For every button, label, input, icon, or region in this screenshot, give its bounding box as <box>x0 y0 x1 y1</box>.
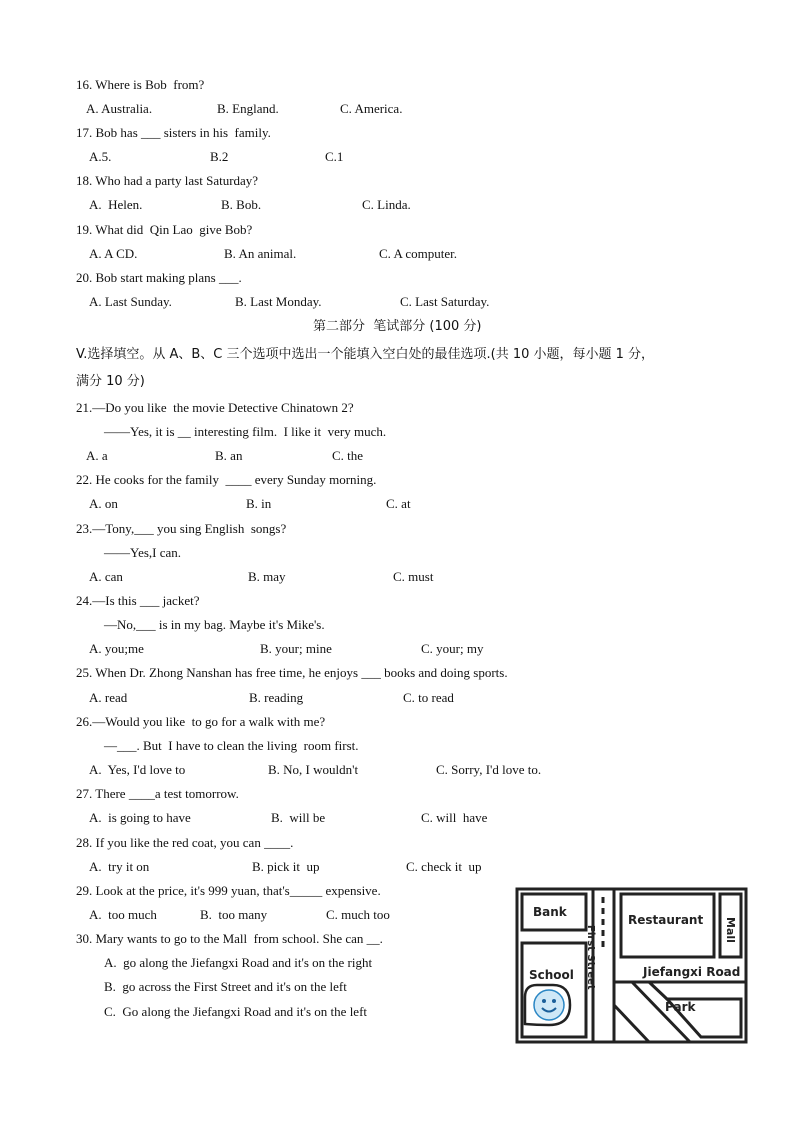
q26-option-b: B. No, I wouldn't <box>268 762 359 777</box>
q23-stem-reply: ——Yes,I can. <box>104 545 182 560</box>
q28-stem: 28. If you like the red coat, you can ____. <box>76 835 294 850</box>
q17-option-b: B.2 <box>210 149 229 164</box>
q16-option-a: A. Australia. <box>86 101 153 116</box>
map-label-jiefangxi-road: Jiefangxi Road <box>643 965 741 979</box>
q28-option-b: B. pick it up <box>252 859 320 874</box>
map-label-first-street: First Street <box>585 925 596 990</box>
q25-stem: 25. When Dr. Zhong Nanshan has free time, he enjoys ___ books and doing sports. <box>76 665 508 680</box>
q26-option-a: A. Yes, I'd love to <box>89 762 186 777</box>
map-label-restaurant: Restaurant <box>628 913 704 927</box>
q23-option-c: C. must <box>393 569 434 584</box>
q18-option-c: C. Linda. <box>362 197 411 212</box>
q24-option-b: B. your; mine <box>260 641 332 656</box>
q18-option-a: A. Helen. <box>89 197 143 212</box>
q27-option-b: B. will be <box>271 810 326 825</box>
q24-option-c: C. your; my <box>421 641 484 656</box>
q29-option-b: B. too many <box>200 907 268 922</box>
q25-option-b: B. reading <box>249 690 304 705</box>
q18-stem: 18. Who had a party last Saturday? <box>76 173 259 188</box>
diagonal-road-edge-1 <box>614 1005 649 1042</box>
q28-option-a: A. try it on <box>89 859 150 874</box>
q23-option-b: B. may <box>248 569 286 584</box>
q28-option-c: C. check it up <box>406 859 482 874</box>
q27-stem: 27. There ____a test tomorrow. <box>76 786 239 801</box>
map-label-bank: Bank <box>533 905 567 919</box>
q19-option-c: C. A computer. <box>379 246 457 261</box>
q23-option-a: A. can <box>89 569 123 584</box>
q19-option-b: B. An animal. <box>224 246 297 261</box>
street-map <box>515 887 748 1044</box>
q30-option-b: B. go across the First Street and it's on the left <box>104 979 347 994</box>
q21-stem-reply: ——Yes, it is __ interesting film. I like it very much. <box>104 424 387 439</box>
map-label-park: Park <box>665 1000 696 1014</box>
q24-option-a: A. you;me <box>89 641 144 656</box>
q29-stem: 29. Look at the price, it's 999 yuan, that's_____ expensive. <box>76 883 381 898</box>
section-v-instructions-cont: 满分 10 分) <box>76 374 145 389</box>
q26-option-c: C. Sorry, I'd love to. <box>436 762 542 777</box>
q30-option-a: A. go along the Jiefangxi Road and it's on the right <box>104 955 373 970</box>
q19-option-a: A. A CD. <box>89 246 138 261</box>
q20-option-c: C. Last Saturday. <box>400 294 490 309</box>
q27-option-a: A. is going to have <box>89 810 191 825</box>
q29-option-a: A. too much <box>89 907 157 922</box>
q30-stem: 30. Mary wants to go to the Mall from school. She can __. <box>76 931 383 946</box>
q25-option-a: A. read <box>89 690 128 705</box>
q19-stem: 19. What did Qin Lao give Bob? <box>76 222 253 237</box>
q21-option-a: A. a <box>86 448 108 463</box>
q29-option-c: C. much too <box>326 907 390 922</box>
q24-stem-reply: —No,___ is in my bag. Maybe it's Mike's. <box>104 617 325 632</box>
diagonal-road-edge-3 <box>649 982 667 999</box>
q21-option-c: C. the <box>332 448 364 463</box>
q17-stem: 17. Bob has ___ sisters in his family. <box>76 125 271 140</box>
q30-option-c: C. Go along the Jiefangxi Road and it's on the left <box>104 1004 368 1019</box>
q16-stem: 16. Where is Bob from? <box>76 77 205 92</box>
q16-option-c: C. America. <box>340 101 403 116</box>
part2-title: 第二部分 笔试部分 (100 分) <box>313 319 482 334</box>
q17-option-a: A.5. <box>89 149 112 164</box>
q20-stem: 20. Bob start making plans ___. <box>76 270 242 285</box>
q26-stem: 26.—Would you like to go for a walk with me? <box>76 714 326 729</box>
q22-option-c: C. at <box>386 496 411 511</box>
q23-stem: 23.—Tony,___ you sing English songs? <box>76 521 287 536</box>
q18-option-b: B. Bob. <box>221 197 262 212</box>
q22-stem: 22. He cooks for the family ____ every Sunday morning. <box>76 472 377 487</box>
q22-option-b: B. in <box>246 496 272 511</box>
q22-option-a: A. on <box>89 496 118 511</box>
q25-option-c: C. to read <box>403 690 454 705</box>
q16-option-b: B. England. <box>217 101 279 116</box>
map-label-mall: Mall <box>724 917 737 943</box>
smiley-location-pin-icon <box>525 985 570 1025</box>
q17-option-c: C.1 <box>325 149 344 164</box>
q20-option-b: B. Last Monday. <box>235 294 322 309</box>
q27-option-c: C. will have <box>421 810 488 825</box>
map-label-school: School <box>529 968 574 982</box>
q24-stem: 24.—Is this ___ jacket? <box>76 593 200 608</box>
q20-option-a: A. Last Sunday. <box>89 294 172 309</box>
q21-stem: 21.—Do you like the movie Detective Chinatown 2? <box>76 400 354 415</box>
q26-stem-reply: —___. But I have to clean the living room first. <box>104 738 359 753</box>
q21-option-b: B. an <box>215 448 243 463</box>
section-v-instructions: V.选择填空。从 A、B、C 三个选项中选出一个能填入空白处的最佳选项.(共 10 小题，每小题 1 分， <box>76 347 655 362</box>
